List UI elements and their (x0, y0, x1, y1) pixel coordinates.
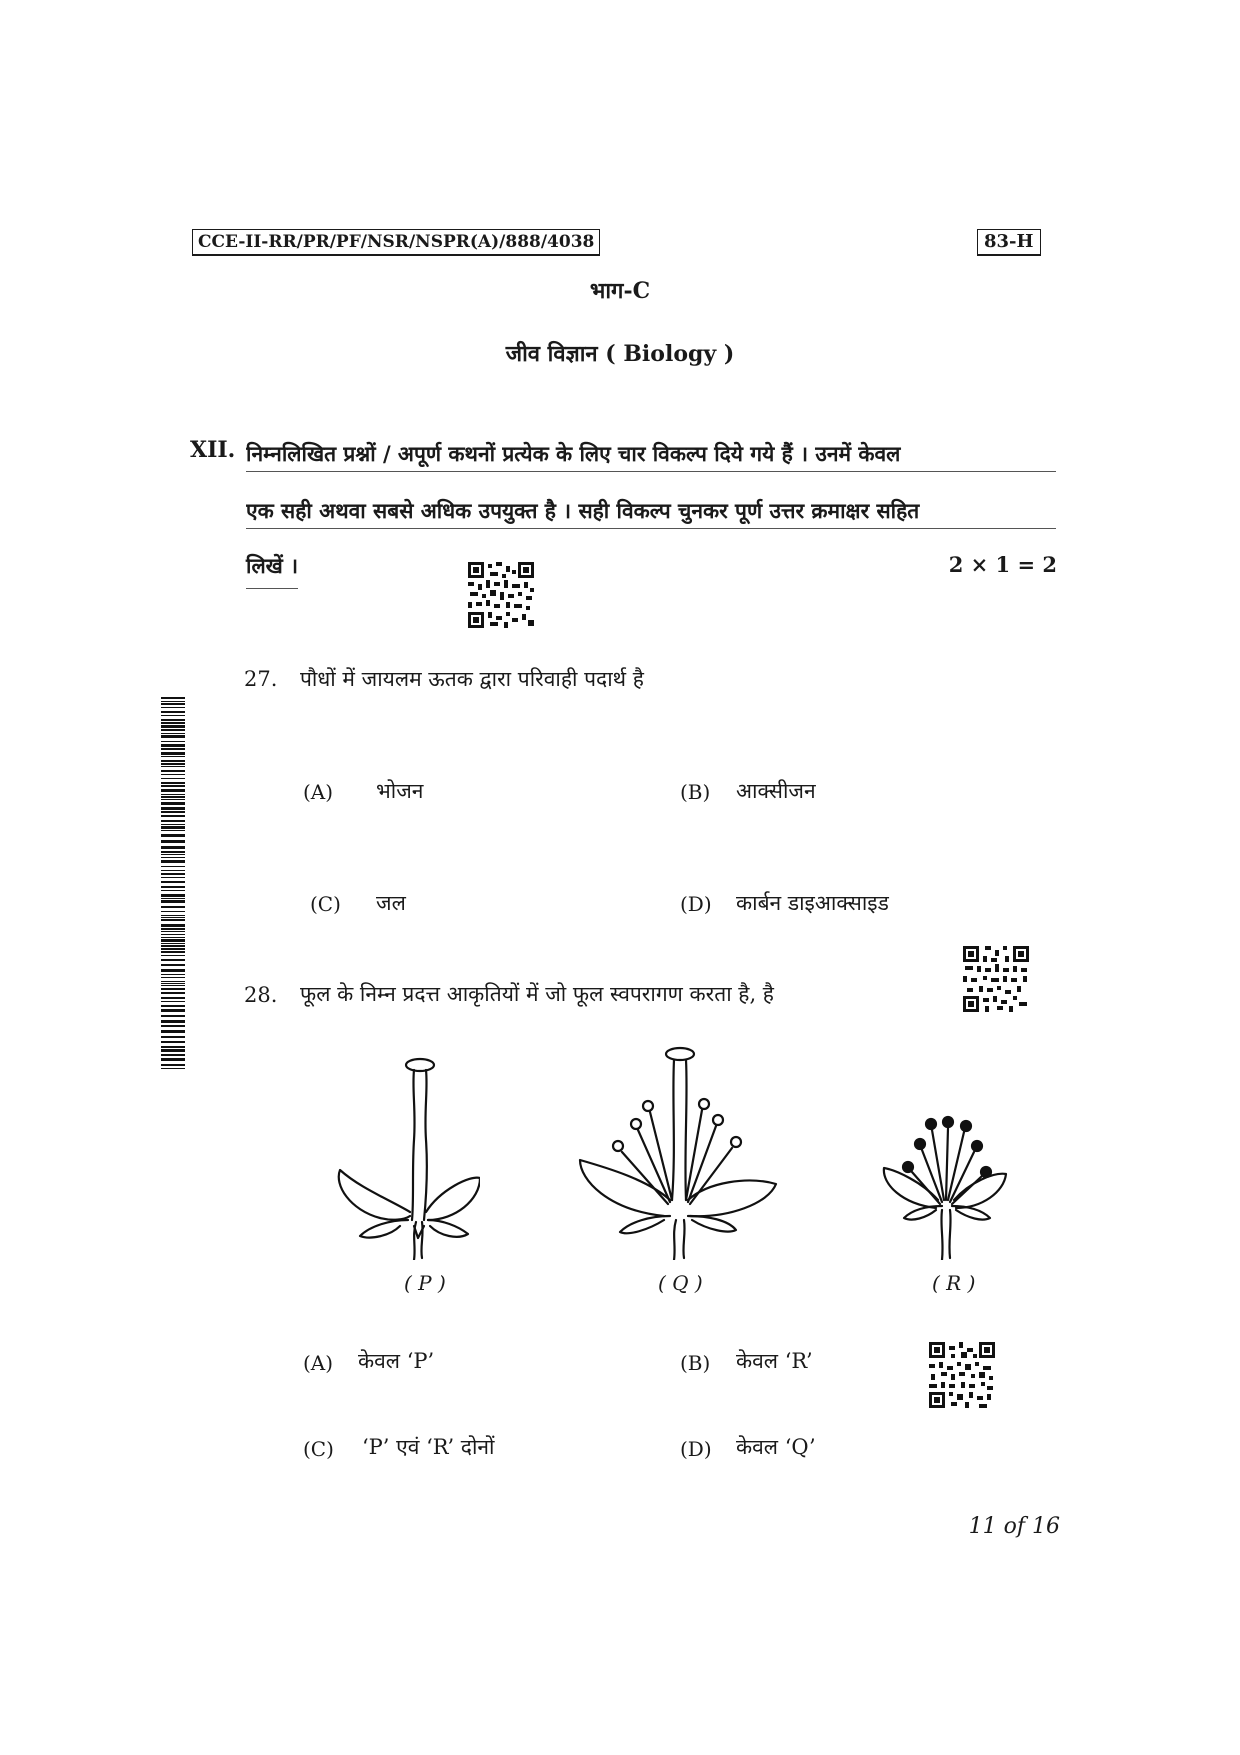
q27-option-c-text: जल (376, 891, 406, 915)
qr-code-icon (466, 560, 536, 630)
section-number: XII. (190, 437, 236, 463)
figure-label-p: ( P ) (404, 1271, 446, 1295)
qr-code-icon (927, 1340, 997, 1410)
subject-title: जीव विज्ञान ( Biology ) (505, 341, 735, 367)
q27-option-b-text: आक्सीजन (736, 779, 816, 803)
q27-option-d-text: कार्बन डाइआक्साइड (736, 891, 889, 915)
question-28-text: फूल के निम्न प्रदत्त आकृतियों में जो फूल स्वपरागण करता है, है (300, 982, 774, 1006)
question-27-number: 27. (244, 667, 278, 691)
q28-option-a-label: (A) (303, 1351, 334, 1375)
q28-option-c-label: (C) (303, 1437, 334, 1461)
paper-code: 83-H (977, 229, 1041, 256)
q27-option-b-label: (B) (680, 780, 711, 804)
barcode-icon (161, 697, 185, 1069)
q28-option-d-text: केवल ‘Q’ (736, 1435, 816, 1459)
exam-code: CCE-II-RR/PR/PF/NSR/NSPR(A)/888/4038 (192, 229, 600, 256)
q27-option-d-label: (D) (680, 892, 712, 916)
q28-option-d-label: (D) (680, 1437, 712, 1461)
q28-option-b-label: (B) (680, 1351, 711, 1375)
page-number: 11 of 16 (968, 1514, 1060, 1539)
figure-label-q: ( Q ) (658, 1271, 703, 1295)
q27-option-a-text: भोजन (376, 779, 424, 803)
q28-option-a-text: केवल ‘P’ (358, 1349, 435, 1373)
question-27-text: पौधों में जायलम ऊतक द्वारा परिवाही पदार्थ है (300, 667, 644, 691)
section-marks: 2 × 1 = 2 (948, 552, 1057, 577)
instruction-line-2: एक सही अथवा सबसे अधिक उपयुक्त है । सही विकल्प चुनकर पूर्ण उत्तर क्रमाक्षर सहित (246, 494, 1056, 529)
qr-code-icon (961, 944, 1031, 1014)
flower-figure-q (578, 1040, 778, 1260)
part-title: भाग-C (589, 278, 651, 304)
question-28-number: 28. (244, 983, 278, 1007)
q28-option-b-text: केवल ‘R’ (736, 1349, 813, 1373)
instruction-line-3: लिखें । (246, 552, 298, 589)
figure-label-r: ( R ) (932, 1271, 976, 1295)
instruction-line-1: निम्नलिखित प्रश्नों / अपूर्ण कथनों प्रत्येक के लिए चार विकल्प दिये गये हैं । उनमें केवल (246, 437, 1056, 472)
flower-figure-p (330, 1050, 480, 1260)
q27-option-a-label: (A) (303, 780, 334, 804)
flower-figure-r (882, 1110, 1012, 1260)
q27-option-c-label: (C) (310, 892, 341, 916)
q28-option-c-text: ‘P’ एवं ‘R’ दोनों (362, 1435, 495, 1459)
